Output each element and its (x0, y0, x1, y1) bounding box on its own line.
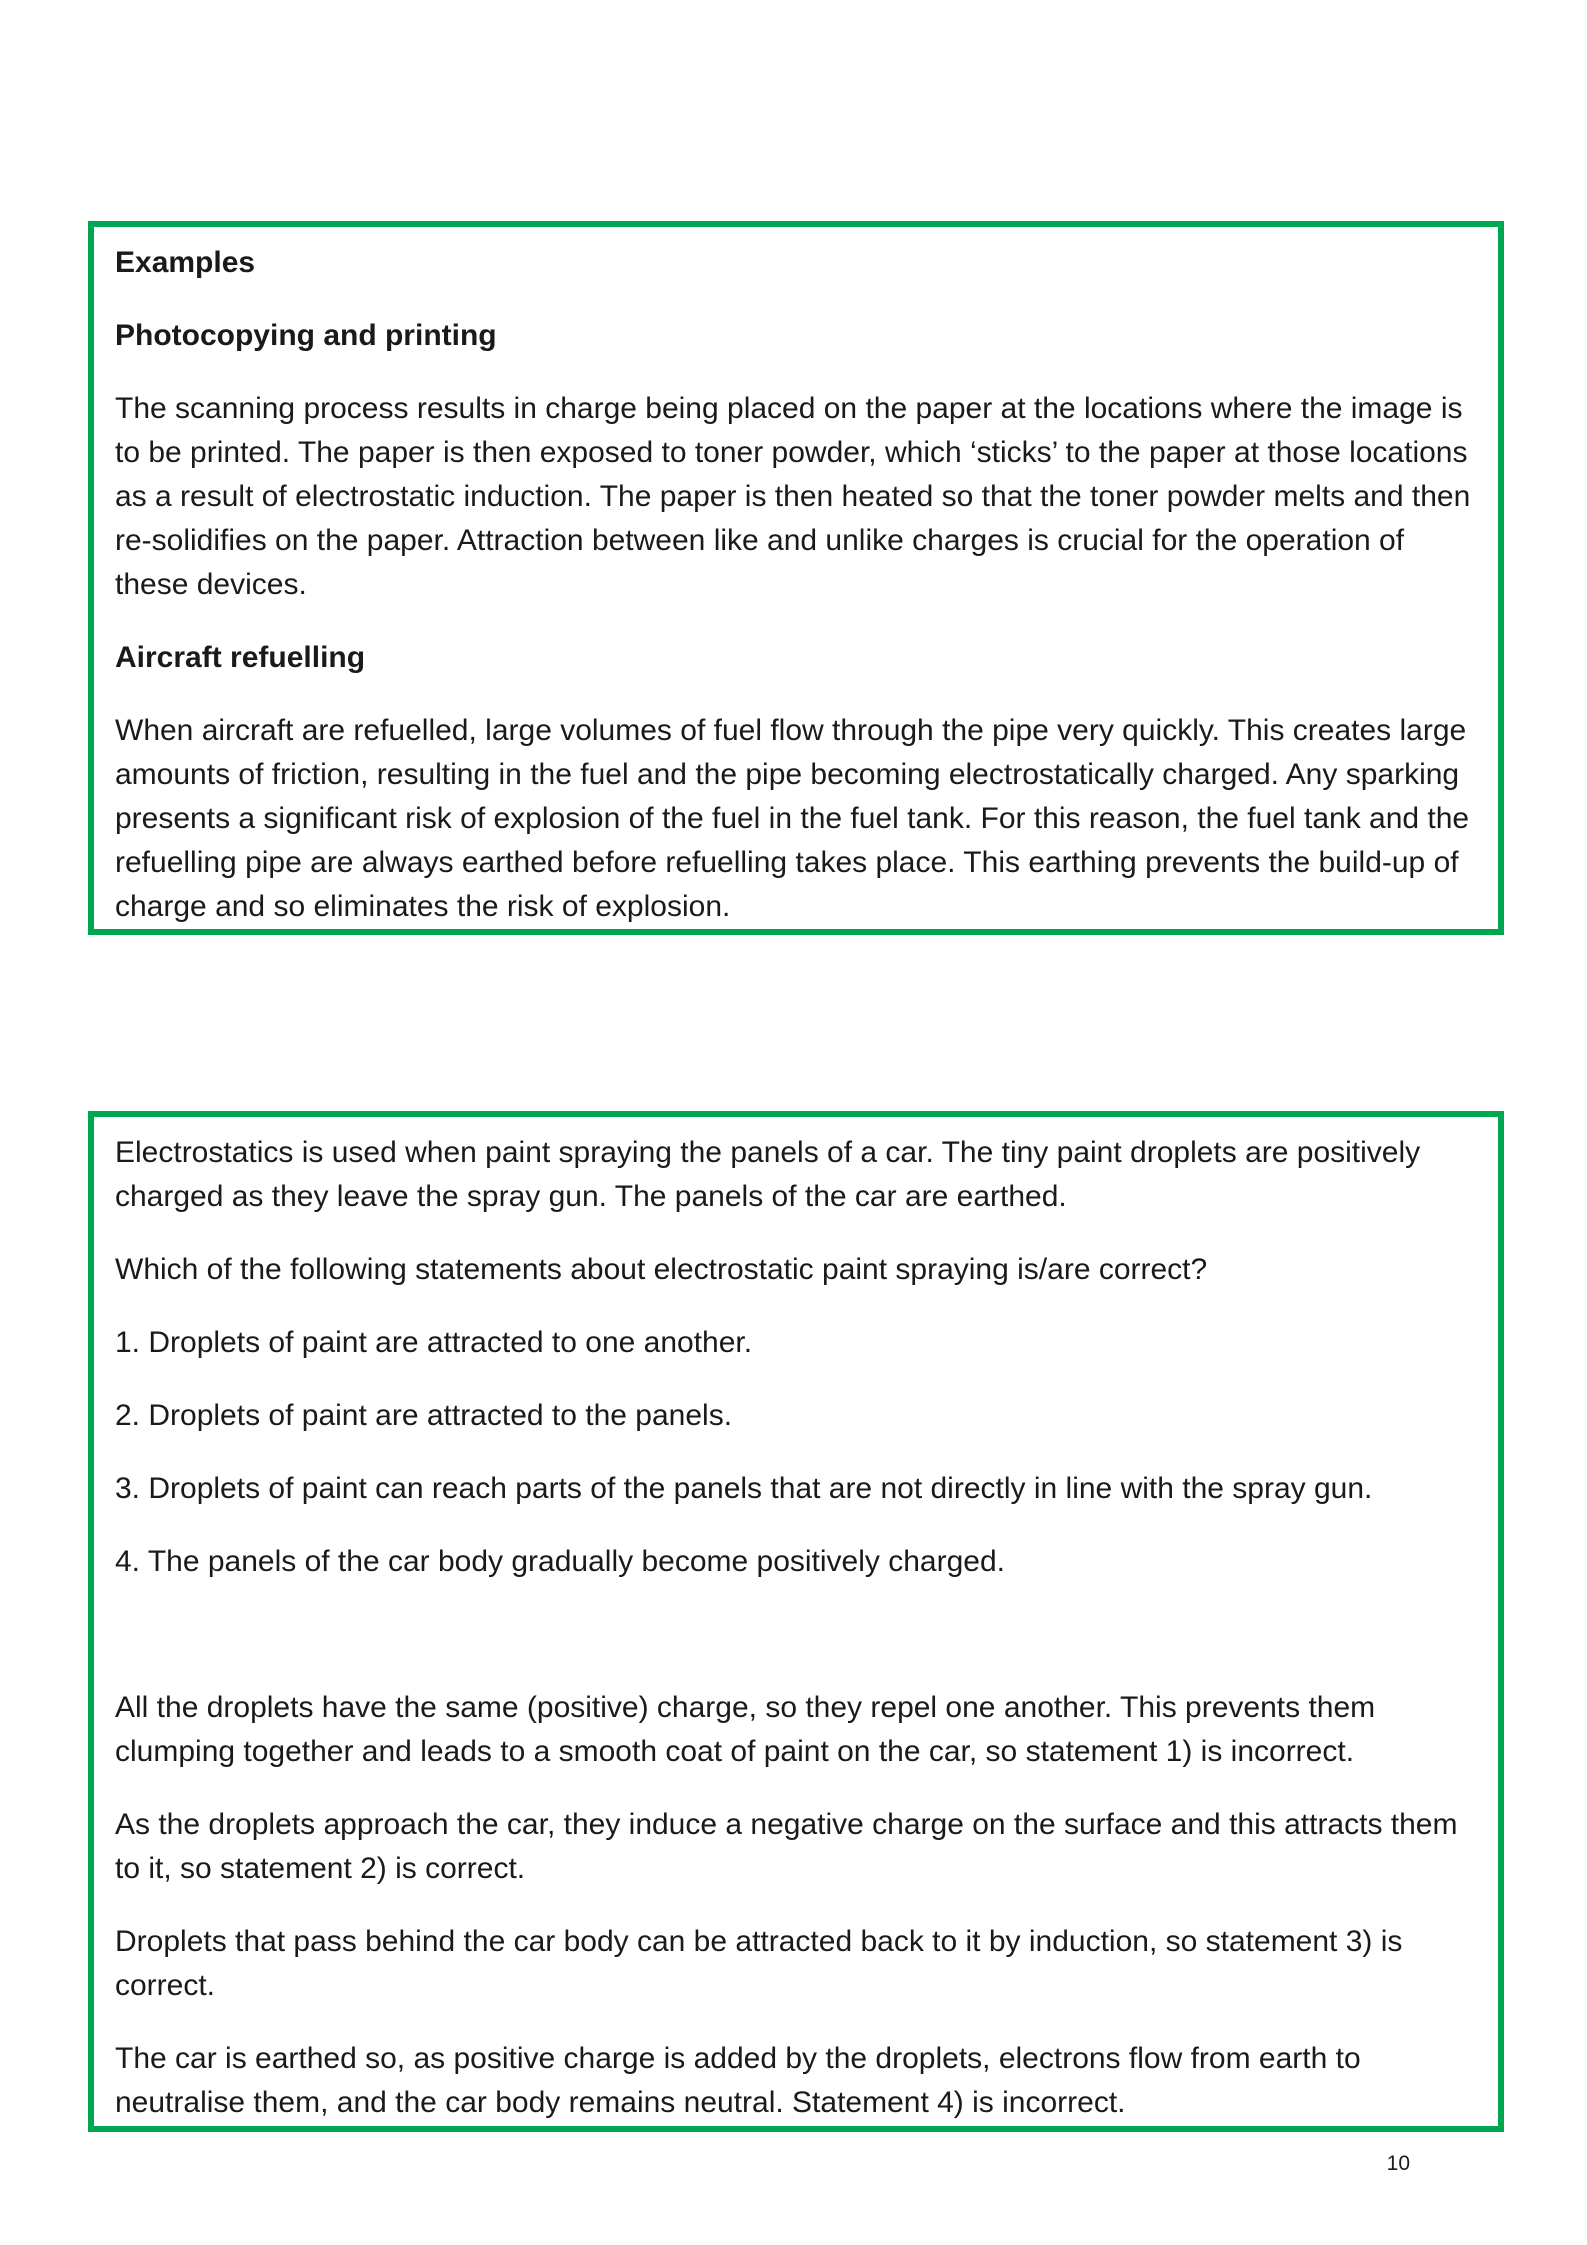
examples-heading: Examples (115, 246, 256, 279)
answer-2: As the droplets approach the car, they induce a negative charge on the surface and this attracts them to it, so statement 2) is correct. (115, 1808, 1458, 1885)
answer-3: Droplets that pass behind the car body can be attracted back to it by induction, so statement 3) is correct. (115, 1925, 1403, 2002)
aircraft-refuelling-heading: Aircraft refuelling (115, 641, 366, 674)
aircraft-refuelling-paragraph: When aircraft are refuelled, large volumes of fuel flow through the pipe very quickly. This creates large amounts of friction, resulting in the fuel and the pipe becoming electrostatically charged. Any sparking presents a significant risk of explosion of the fuel in the fuel tank. For this reason, the fuel tank and the refuelling pipe are always earthed before refuelling takes place. This earthing prevents the build-up of charge and so eliminates the risk of explosion. (115, 714, 1470, 923)
statement-3: 3. Droplets of paint can reach parts of the panels that are not directly in line with the spray gun. (115, 1472, 1373, 1505)
statement-2: 2. Droplets of paint are attracted to the panels. (115, 1399, 733, 1432)
page-number: 10 (1386, 2152, 1410, 2175)
answer-4: The car is earthed so, as positive charge is added by the droplets, electrons flow from earth to neutralise them, and the car body remains neutral. Statement 4) is incorrect. (115, 2042, 1361, 2119)
photocopying-heading: Photocopying and printing (115, 319, 497, 352)
photocopying-paragraph: The scanning process results in charge being placed on the paper at the locations where the image is to be printed. The paper is then exposed to toner powder, which ‘sticks’ to the paper at those locations as a result of electrostatic induction. The paper is then heated so that the toner powder melts and then re-solidifies on the paper. Attraction between like and unlike charges is crucial for the operation of these devices. (115, 392, 1471, 601)
statement-4: 4. The panels of the car body gradually become positively charged. (115, 1545, 1005, 1578)
answer-1: All the droplets have the same (positive) charge, so they repel one another. This prevents them clumping together and leads to a smooth coat of paint on the car, so statement 1) is incorrect. (115, 1691, 1376, 1768)
question-intro: Electrostatics is used when paint spraying the panels of a car. The tiny paint droplets are positively charged as they leave the spray gun. The panels of the car are earthed. (115, 1136, 1421, 1213)
question-box (88, 1111, 1504, 2132)
examples-box (88, 221, 1504, 935)
question-prompt: Which of the following statements about electrostatic paint spraying is/are correct? (115, 1253, 1208, 1286)
spacer (115, 1613, 1478, 1657)
statement-1: 1. Droplets of paint are attracted to one another. (115, 1326, 753, 1359)
